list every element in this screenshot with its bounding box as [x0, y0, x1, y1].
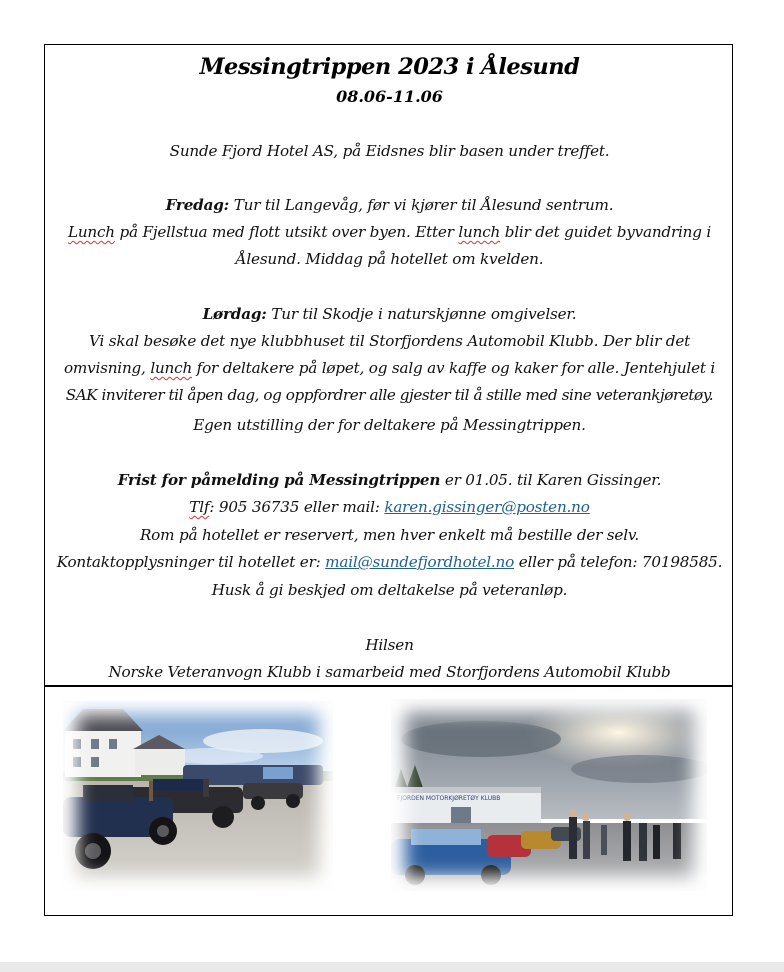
hotel-contact-line: Kontaktopplysninger til hotellet er: mail@sundefjordhotel.no eller på telefon: 70198585. [56, 553, 723, 571]
greeting: Hilsen [365, 636, 414, 654]
saturday-line-4: SAK inviterer til åpen dag, og oppfordrer alle gjester til å stille med sine veterankjøretøy. [65, 386, 714, 404]
hotel-email-link[interactable]: mail@sundefjordhotel.no [325, 553, 515, 571]
reminder-line: Husk å gi beskjed om deltakelse på veteranløp. [211, 581, 568, 599]
rooms-line: Rom på hotellet er reservert, men hver enkelt må bestille der selv. [139, 526, 640, 544]
page-bottom-strip [0, 962, 784, 972]
saturday-line-3: omvisning, lunch for deltakere på løpet, og salg av kaffe og kaker for alle. Jentehjulet i [63, 359, 716, 377]
saturday-line-2: Vi skal besøke det nye klubbhuset til Storfjordens Automobil Klubb. Der blir det [88, 332, 691, 350]
contact-phone-line: Tlf: 905 36735 eller mail: karen.gissinger@posten.no [189, 498, 590, 516]
saturday-line-1: Lørdag: Tur til Skodje i naturskjønne omgivelser. [202, 305, 577, 323]
photo-clubhouse [391, 699, 707, 891]
friday-label: Fredag: [165, 196, 230, 214]
intro-line: Sunde Fjord Hotel AS, på Eidsnes blir basen under treffet. [169, 142, 610, 160]
event-dates: 08.06-11.06 [336, 87, 443, 106]
friday-line-1: Fredag: Tur til Langevåg, før vi kjører til Ålesund sentrum. [165, 196, 614, 214]
contact-email-link[interactable]: karen.gissinger@posten.no [384, 498, 590, 516]
saturday-line-5: Egen utstilling der for deltakere på Messingtrippen. [193, 416, 586, 434]
photo-vintage-cars [63, 701, 333, 891]
signature: Norske Veteranvogn Klubb i samarbeid med Storfjordens Automobil Klubb [108, 663, 671, 681]
friday-line-3: Ålesund. Middag på hotellet om kvelden. [235, 250, 544, 268]
saturday-label: Lørdag: [202, 305, 267, 323]
photo-clubhouse-image [391, 699, 707, 891]
deadline-line: Frist for påmelding på Messingtrippen er 01.05. til Karen Gissinger. [117, 471, 662, 489]
document-title: Messingtrippen 2023 i Ålesund [199, 54, 580, 80]
clubhouse-sign: FJORDEN MOTORKJØRETØY KLUBB [397, 795, 501, 802]
friday-line-2: Lunch på Fjellstua med flott utsikt over byen. Etter lunch blir det guidet byvandring i [67, 223, 712, 241]
photo-frame [44, 686, 733, 916]
photo-vintage-cars-image [63, 701, 333, 891]
text-frame [44, 44, 733, 686]
